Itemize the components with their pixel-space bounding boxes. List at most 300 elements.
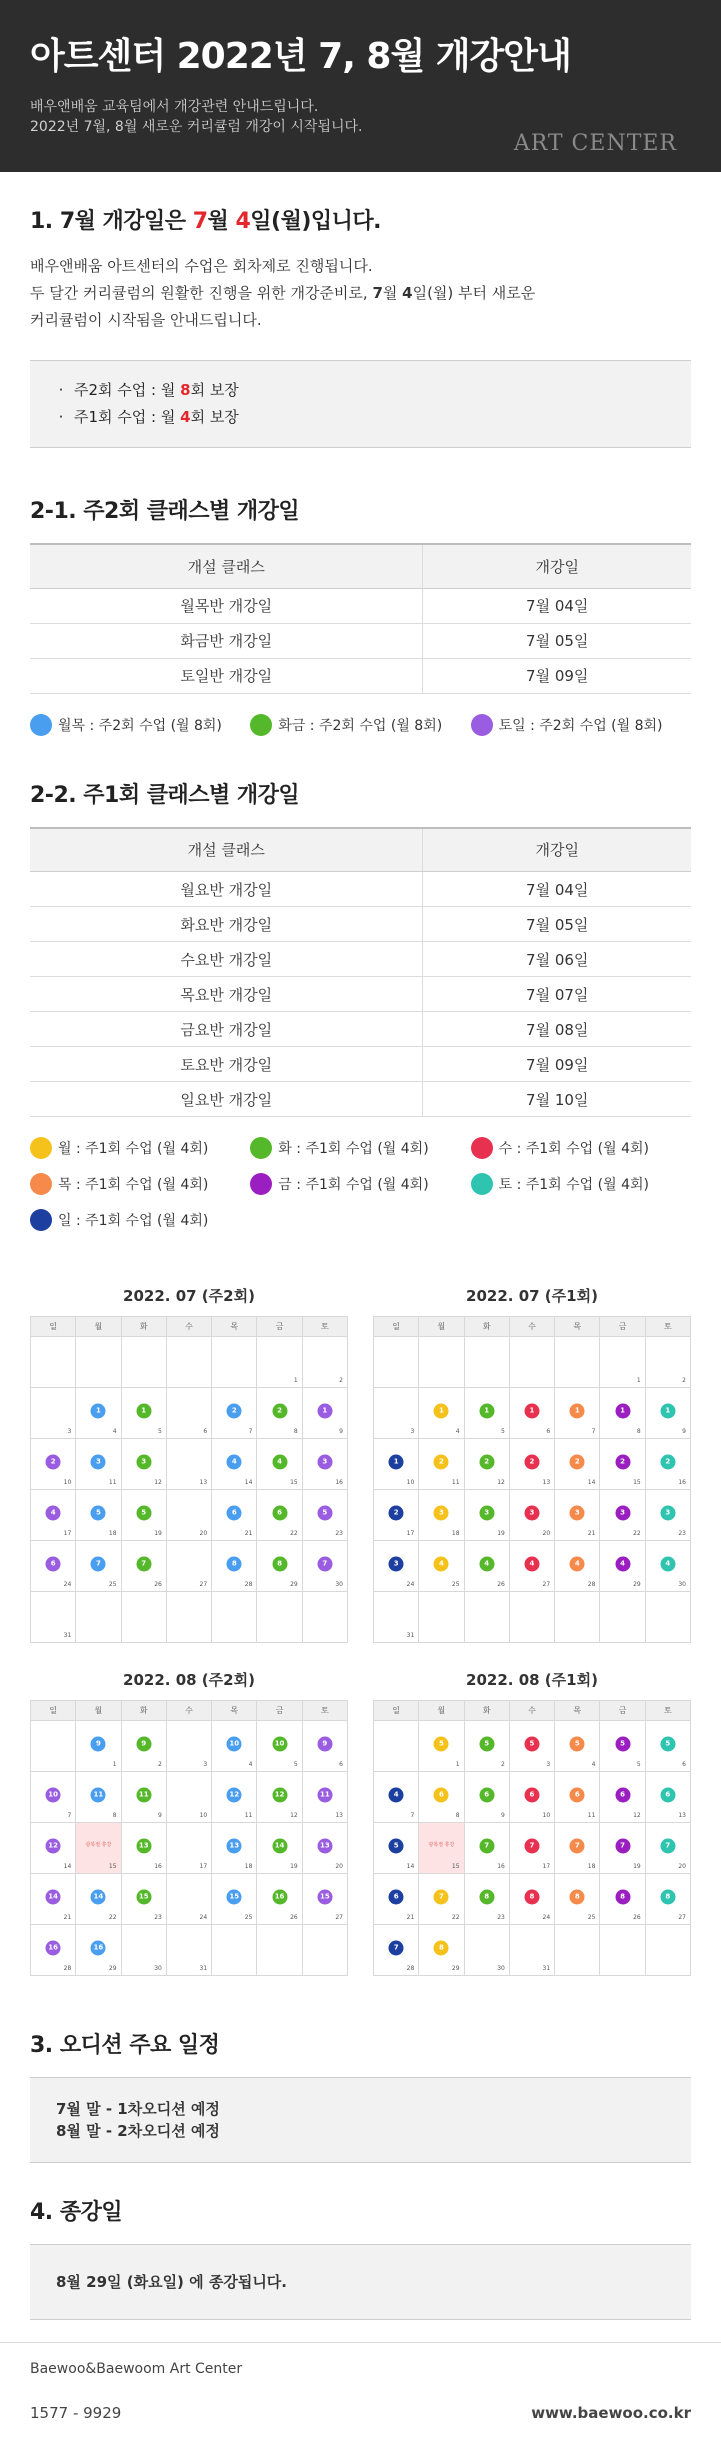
day-number: 28 — [63, 1965, 72, 1972]
session-marker: 5 — [434, 1736, 449, 1751]
start-date-cell: 7월 09일 — [423, 1047, 691, 1082]
calendar-day — [555, 1772, 600, 1823]
calendar-day — [257, 1541, 302, 1592]
day-number: 11 — [451, 1479, 460, 1486]
session-marker: 11 — [91, 1787, 106, 1802]
section-3-title: 3. 오디션 주요 일정 — [30, 2033, 220, 2058]
day-number: 12 — [290, 1812, 298, 1819]
session-marker: 2 — [389, 1505, 404, 1520]
calendar-day — [646, 1337, 691, 1388]
day-number: 28 — [406, 1965, 415, 1972]
weekday-header: 금 — [257, 1701, 302, 1721]
weekday-header: 일 — [31, 1317, 76, 1337]
calendar-day — [212, 1823, 257, 1874]
session-marker: 8 — [660, 1889, 675, 1904]
calendar-day — [555, 1490, 600, 1541]
day-number: 9 — [158, 1812, 162, 1819]
day-number: 7 — [67, 1812, 72, 1819]
weekday-header: 일 — [374, 1701, 419, 1721]
july-calendars — [0, 1285, 721, 1643]
calendar-day — [465, 1388, 510, 1439]
day-number: 4 — [455, 1428, 460, 1435]
class-name-cell: 토요반 개강일 — [30, 1047, 423, 1082]
session-marker: 15 — [227, 1889, 242, 1904]
calendar-day — [600, 1490, 645, 1541]
day-number: 8 — [636, 1428, 641, 1435]
legend-item — [30, 714, 250, 736]
day-number: 22 — [451, 1914, 460, 1921]
day-number: 6 — [339, 1761, 343, 1768]
calendar-day — [76, 1541, 121, 1592]
start-date-cell: 7월 05일 — [423, 907, 691, 942]
calendar-grid — [30, 1316, 348, 1643]
calendar-day — [510, 1823, 555, 1874]
day-number: 13 — [335, 1812, 343, 1819]
weekday-header: 토 — [646, 1317, 691, 1337]
weekday-header: 일 — [31, 1701, 76, 1721]
session-marker: 6 — [389, 1889, 404, 1904]
table-row — [30, 1012, 691, 1047]
legend-label: 수 : 주1회 수업 (월 4회) — [498, 1141, 649, 1157]
calendar-day — [122, 1337, 167, 1388]
day-number: 30 — [154, 1965, 162, 1972]
calendar-day — [122, 1541, 167, 1592]
calendar-day — [303, 1337, 348, 1388]
legend-label: 금 : 주1회 수업 (월 4회) — [278, 1177, 429, 1193]
page-title: 아트센터 2022년 7, 8월 개강안내 — [30, 36, 571, 77]
day-number: 29 — [290, 1581, 298, 1588]
legend-item — [471, 1137, 691, 1159]
session-marker: 7 — [479, 1838, 494, 1853]
list-item: · 주1회 수업 : 월 4회 보장 — [48, 404, 673, 431]
once-weekly-table — [30, 827, 691, 1118]
day-number: 14 — [587, 1479, 596, 1486]
session-marker: 6 — [524, 1787, 539, 1802]
calendar-day — [600, 1721, 645, 1772]
session-marker: 7 — [389, 1940, 404, 1955]
session-marker: 7 — [660, 1838, 675, 1853]
calendar-day — [600, 1772, 645, 1823]
weekday-header: 화 — [465, 1317, 510, 1337]
session-marker: 7 — [615, 1838, 630, 1853]
session-marker: 7 — [91, 1556, 106, 1571]
weekday-header: 수 — [167, 1317, 212, 1337]
day-number: 31 — [63, 1632, 72, 1639]
legend-item — [471, 1173, 691, 1195]
calendar-day — [419, 1541, 464, 1592]
session-marker: 5 — [660, 1736, 675, 1751]
session-marker: 14 — [91, 1889, 106, 1904]
class-name-cell: 수요반 개강일 — [30, 942, 423, 977]
table-row — [30, 1082, 691, 1117]
calendar-day — [257, 1874, 302, 1925]
session-marker: 5 — [389, 1838, 404, 1853]
calendar-day — [555, 1925, 600, 1976]
section-4-title: 4. 종강일 — [30, 2200, 123, 2225]
day-number: 3 — [410, 1428, 415, 1435]
calendar-grid — [30, 1700, 348, 1976]
start-date-cell: 7월 08일 — [423, 1012, 691, 1047]
calendar-day — [167, 1388, 212, 1439]
calendar-day — [31, 1925, 76, 1976]
session-marker: 2 — [227, 1403, 242, 1418]
day-number: 13 — [678, 1812, 686, 1819]
session-marker: 8 — [434, 1940, 449, 1955]
session-marker: 10 — [227, 1736, 242, 1751]
session-marker: 14 — [272, 1838, 287, 1853]
calendar-day — [212, 1439, 257, 1490]
calendar-day — [76, 1874, 121, 1925]
day-number: 12 — [497, 1479, 505, 1486]
day-number: 12 — [633, 1812, 641, 1819]
day-number: 24 — [199, 1914, 208, 1921]
day-number: 25 — [587, 1914, 596, 1921]
session-marker: 1 — [570, 1403, 585, 1418]
table-row — [30, 623, 691, 658]
session-marker: 1 — [136, 1403, 151, 1418]
day-number: 26 — [154, 1581, 162, 1588]
calendar-day — [600, 1388, 645, 1439]
weekday-header: 일 — [374, 1317, 419, 1337]
calendar-day — [374, 1874, 419, 1925]
table-row — [30, 872, 691, 907]
day-number: 6 — [546, 1428, 551, 1435]
day-number: 15 — [451, 1863, 460, 1870]
day-number: 8 — [293, 1428, 298, 1435]
session-marker: 1 — [389, 1454, 404, 1469]
calendar-day — [122, 1874, 167, 1925]
holiday-label: 광복절 휴강 — [85, 1842, 112, 1848]
calendar-day — [257, 1823, 302, 1874]
session-marker: 4 — [46, 1505, 61, 1520]
session-marker: 1 — [524, 1403, 539, 1418]
calendar-day — [555, 1874, 600, 1925]
calendar-day — [465, 1721, 510, 1772]
session-marker: 10 — [46, 1787, 61, 1802]
calendar-day — [555, 1541, 600, 1592]
day-number: 16 — [497, 1863, 505, 1870]
day-number: 24 — [542, 1914, 551, 1921]
calendar-day — [465, 1337, 510, 1388]
calendar-day — [303, 1874, 348, 1925]
session-marker: 7 — [317, 1556, 332, 1571]
footer-phone: 1577 - 9929 — [30, 2404, 122, 2422]
day-number: 3 — [546, 1761, 551, 1768]
session-marker: 2 — [660, 1454, 675, 1469]
day-number: 11 — [244, 1812, 253, 1819]
calendar-day — [122, 1490, 167, 1541]
calendar-day — [465, 1439, 510, 1490]
calendar-day — [600, 1337, 645, 1388]
calendar-day — [374, 1721, 419, 1772]
day-number: 30 — [497, 1965, 505, 1972]
table-row — [30, 977, 691, 1012]
weekday-header: 수 — [510, 1701, 555, 1721]
calendar-august-twice: 2022. 08 (주2회) 일 월 화 수 목 금 토 1 9 2 9 3 4 10 5 10 6 9 7 10 8 11 9 11 10 11 12 12 12 13 11 14 12 광복절 휴강 15 16 13 17 18 13 19 14 20 13 21 14 22 14 23 15 24 25 15 26 16 27 15 28 16 29 16 30 31 — [30, 1669, 348, 1976]
day-number: 15 — [108, 1863, 117, 1870]
legend-label: 토일 : 주2회 수업 (월 8회) — [498, 717, 663, 734]
session-marker: 5 — [479, 1736, 494, 1751]
session-marker: 1 — [91, 1403, 106, 1418]
calendar-day — [167, 1541, 212, 1592]
calendar-day — [646, 1925, 691, 1976]
calendar-day — [167, 1823, 212, 1874]
day-number: 19 — [497, 1530, 505, 1537]
weekday-header: 목 — [212, 1317, 257, 1337]
session-marker: 5 — [317, 1505, 332, 1520]
calendar-day — [646, 1439, 691, 1490]
table-row — [30, 942, 691, 977]
day-number: 16 — [678, 1479, 686, 1486]
legend-item — [471, 714, 691, 736]
weekday-header: 화 — [122, 1317, 167, 1337]
legend-dot — [471, 714, 493, 736]
calendar-day — [76, 1337, 121, 1388]
class-name-cell: 토일반 개강일 — [30, 658, 423, 693]
footer-website-link[interactable]: www.baewoo.co.kr — [531, 2404, 691, 2422]
legend-item — [250, 1137, 470, 1159]
calendar-day — [76, 1592, 121, 1643]
day-number: 2 — [158, 1761, 162, 1768]
class-name-cell: 월요반 개강일 — [30, 872, 423, 907]
calendar-day — [419, 1874, 464, 1925]
session-marker: 2 — [570, 1454, 585, 1469]
start-date-cell: 7월 07일 — [423, 977, 691, 1012]
calendar-day — [646, 1388, 691, 1439]
table-header: 개강일 — [423, 828, 691, 872]
audition-schedule-box: 7월 말 - 1차오디션 예정 8월 말 - 2차오디션 예정 — [30, 2077, 691, 2163]
session-marker: 8 — [615, 1889, 630, 1904]
calendar-day — [31, 1490, 76, 1541]
calendar-day — [555, 1388, 600, 1439]
session-marker: 7 — [524, 1838, 539, 1853]
section-once-weekly — [0, 778, 721, 1246]
table-row — [30, 1047, 691, 1082]
calendar-day — [510, 1388, 555, 1439]
session-marker: 15 — [136, 1889, 151, 1904]
day-number: 29 — [633, 1581, 641, 1588]
legend-dot — [30, 714, 52, 736]
day-number: 17 — [199, 1863, 208, 1870]
day-number: 21 — [63, 1914, 72, 1921]
session-marker: 2 — [46, 1454, 61, 1469]
table-row — [30, 907, 691, 942]
weekday-header: 월 — [419, 1317, 464, 1337]
day-number: 3 — [67, 1428, 72, 1435]
section-closing — [0, 2195, 721, 2320]
legend-label: 토 : 주1회 수업 (월 4회) — [498, 1177, 649, 1193]
day-number: 7 — [248, 1428, 253, 1435]
legend-dot — [250, 1137, 272, 1159]
closing-date-box: 8월 29일 (화요일) 에 종강됩니다. — [30, 2244, 691, 2320]
day-number: 16 — [335, 1479, 343, 1486]
calendar-day — [555, 1823, 600, 1874]
day-number: 23 — [154, 1914, 162, 1921]
day-number: 1 — [455, 1761, 460, 1768]
calendar-day — [465, 1772, 510, 1823]
start-date-cell: 7월 09일 — [423, 658, 691, 693]
calendar-day — [510, 1490, 555, 1541]
day-number: 23 — [497, 1914, 505, 1921]
calendar-day — [465, 1541, 510, 1592]
calendar-day — [419, 1337, 464, 1388]
holiday-label: 광복절 휴강 — [428, 1842, 455, 1848]
session-marker: 11 — [136, 1787, 151, 1802]
weekday-header: 금 — [600, 1701, 645, 1721]
calendar-day — [122, 1772, 167, 1823]
session-marker: 2 — [272, 1403, 287, 1418]
calendar-day — [31, 1874, 76, 1925]
calendar-day — [212, 1337, 257, 1388]
day-number: 5 — [158, 1428, 162, 1435]
legend-dot — [471, 1173, 493, 1195]
table-row — [30, 658, 691, 693]
calendar-day — [419, 1439, 464, 1490]
calendar-day — [465, 1490, 510, 1541]
session-marker: 14 — [46, 1889, 61, 1904]
table-header: 개강일 — [423, 544, 691, 588]
day-number: 13 — [199, 1479, 208, 1486]
calendar-day — [510, 1925, 555, 1976]
session-marker: 1 — [660, 1403, 675, 1418]
calendar-day — [303, 1772, 348, 1823]
calendar-day — [510, 1592, 555, 1643]
calendar-day — [555, 1721, 600, 1772]
session-marker: 7 — [570, 1838, 585, 1853]
session-marker: 9 — [91, 1736, 106, 1751]
calendar-day — [600, 1823, 645, 1874]
session-marker: 2 — [524, 1454, 539, 1469]
weekday-header: 수 — [510, 1317, 555, 1337]
legend-dot — [30, 1137, 52, 1159]
calendar-day — [465, 1592, 510, 1643]
day-number: 10 — [199, 1812, 208, 1819]
session-marker: 11 — [317, 1787, 332, 1802]
calendar-day — [257, 1592, 302, 1643]
calendar-day — [646, 1592, 691, 1643]
weekday-header: 금 — [600, 1317, 645, 1337]
class-name-cell: 화금반 개강일 — [30, 623, 423, 658]
session-marker: 5 — [136, 1505, 151, 1520]
calendar-day — [510, 1439, 555, 1490]
calendar-day — [646, 1823, 691, 1874]
section-audition — [0, 2028, 721, 2163]
weekday-header: 목 — [212, 1701, 257, 1721]
session-marker: 4 — [434, 1556, 449, 1571]
section-twice-weekly — [0, 494, 721, 750]
day-number: 22 — [108, 1914, 117, 1921]
calendar-day — [646, 1721, 691, 1772]
calendar-day — [374, 1772, 419, 1823]
calendar-day — [303, 1721, 348, 1772]
session-marker: 3 — [389, 1556, 404, 1571]
day-number: 14 — [406, 1863, 415, 1870]
calendar-day — [76, 1925, 121, 1976]
calendar-day — [374, 1337, 419, 1388]
session-marker: 3 — [91, 1454, 106, 1469]
calendar-day — [31, 1772, 76, 1823]
session-marker: 6 — [46, 1556, 61, 1571]
session-marker: 6 — [272, 1505, 287, 1520]
section-1-title: 1. 7월 개강일은 7월 4일(월)입니다. — [30, 209, 381, 234]
day-number: 2 — [501, 1761, 505, 1768]
day-number: 23 — [335, 1530, 343, 1537]
table-header: 개설 클래스 — [30, 828, 423, 872]
section-2-2-title: 2-2. 주1회 클래스별 개강일 — [30, 782, 300, 808]
day-number: 4 — [248, 1761, 253, 1768]
day-number: 5 — [501, 1428, 505, 1435]
calendar-day — [419, 1592, 464, 1643]
day-number: 20 — [335, 1863, 343, 1870]
session-marker: 8 — [479, 1889, 494, 1904]
calendar-day — [419, 1823, 464, 1874]
session-marker: 5 — [524, 1736, 539, 1751]
legend-dot — [250, 1173, 272, 1195]
session-marker: 3 — [317, 1454, 332, 1469]
session-marker: 6 — [434, 1787, 449, 1802]
session-marker: 16 — [272, 1889, 287, 1904]
session-marker: 4 — [615, 1556, 630, 1571]
day-number: 31 — [406, 1632, 415, 1639]
day-number: 1 — [636, 1377, 641, 1384]
list-item: · 주2회 수업 : 월 8회 보장 — [48, 377, 673, 404]
day-number: 5 — [636, 1761, 641, 1768]
legend-dot — [30, 1209, 52, 1231]
weekday-header: 화 — [465, 1701, 510, 1721]
day-number: 10 — [63, 1479, 72, 1486]
calendar-day — [374, 1541, 419, 1592]
day-number: 25 — [244, 1914, 253, 1921]
day-number: 10 — [406, 1479, 415, 1486]
legend-item — [30, 1137, 250, 1159]
day-number: 18 — [108, 1530, 117, 1537]
day-number: 28 — [587, 1581, 596, 1588]
day-number: 7 — [410, 1812, 415, 1819]
class-name-cell: 금요반 개강일 — [30, 1012, 423, 1047]
session-marker: 4 — [660, 1556, 675, 1571]
start-date-cell: 7월 05일 — [423, 623, 691, 658]
footer-org: Baewoo&Baewoom Art Center — [30, 2361, 243, 2377]
weekday-header: 금 — [257, 1317, 302, 1337]
day-number: 20 — [678, 1863, 686, 1870]
calendar-day — [212, 1721, 257, 1772]
august-calendars — [0, 1669, 721, 1976]
day-number: 27 — [542, 1581, 551, 1588]
day-number: 19 — [290, 1863, 298, 1870]
day-number: 25 — [451, 1581, 460, 1588]
session-marker: 9 — [136, 1736, 151, 1751]
calendar-day — [600, 1874, 645, 1925]
session-marker: 3 — [434, 1505, 449, 1520]
calendar-day — [646, 1541, 691, 1592]
session-marker: 8 — [570, 1889, 585, 1904]
day-number: 26 — [497, 1581, 505, 1588]
header-subtitle-1: 배우앤배움 교육팀에서 개강관련 안내드립니다. — [30, 99, 319, 115]
session-marker: 15 — [317, 1889, 332, 1904]
session-marker: 3 — [615, 1505, 630, 1520]
class-name-cell: 월목반 개강일 — [30, 588, 423, 623]
table-header: 개설 클래스 — [30, 544, 423, 588]
day-number: 7 — [591, 1428, 596, 1435]
calendar-day — [31, 1541, 76, 1592]
calendar-day — [212, 1874, 257, 1925]
calendar-day — [303, 1388, 348, 1439]
calendar-day — [76, 1721, 121, 1772]
calendar-day — [510, 1721, 555, 1772]
intro-text: 배우앤배움 아트센터의 수업은 회차제로 진행됩니다. 두 달간 커리큘럼의 원활한 진행을 위한 개강준비로, 7월 4일(월) 부터 새로운 커리큘럼이 시작됨을 안내드립니다. — [30, 257, 536, 329]
day-number: 30 — [678, 1581, 686, 1588]
day-number: 22 — [290, 1530, 298, 1537]
